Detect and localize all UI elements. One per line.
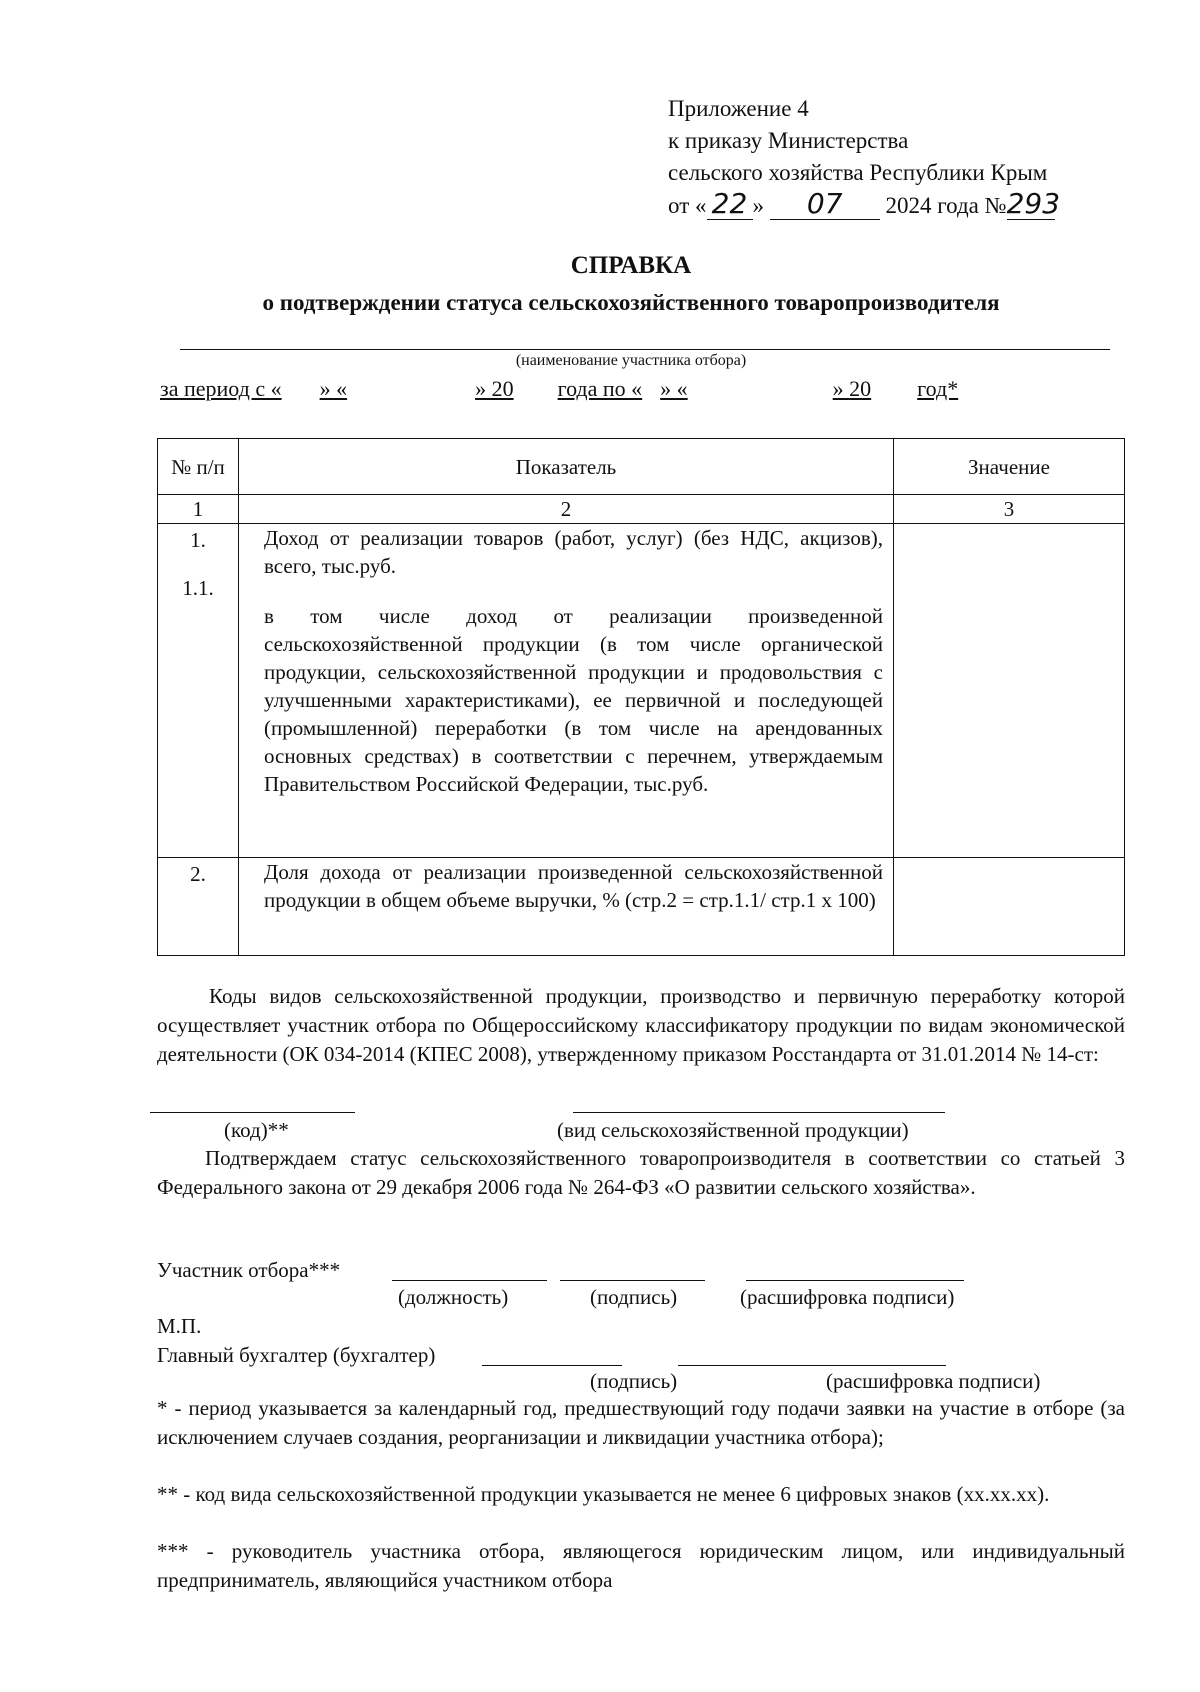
appendix-line-3: сельского хозяйства Республики Крым bbox=[668, 160, 1048, 185]
footnote-3: *** - руководитель участника отбора, являющегося юридическим лицом, или индивидуальный предприниматель, являющийся участником отбора bbox=[157, 1539, 1125, 1592]
position-line bbox=[392, 1280, 547, 1281]
header-num bbox=[158, 439, 239, 495]
appendix-date-line bbox=[668, 187, 1061, 222]
row-2-text bbox=[239, 858, 894, 956]
period-q4: » 20 bbox=[832, 376, 872, 401]
colnum-2: 2 bbox=[239, 495, 894, 524]
code-line bbox=[150, 1112, 355, 1113]
participant-label: Участник отбора*** bbox=[157, 1258, 341, 1282]
date-day-close: » bbox=[752, 193, 764, 218]
accountant-signature-line bbox=[482, 1365, 622, 1366]
period-q1: » « bbox=[319, 376, 348, 401]
date-prefix: от « bbox=[668, 193, 707, 218]
period-q2: » 20 bbox=[475, 376, 514, 401]
row-1-text-1: Доход от реализации товаров (работ, услуг) (без НДС, акцизов), всего, тыс.руб. bbox=[264, 526, 883, 578]
header-value: Значение bbox=[894, 439, 1125, 495]
decode-caption: (расшифровка подписи) bbox=[740, 1285, 955, 1309]
document-subtitle: о подтверждении статуса сельскохозяйственного товаропроизводителя bbox=[262, 290, 1000, 315]
colnum-3: 3 bbox=[894, 495, 1125, 524]
table-header-row bbox=[158, 439, 1125, 495]
row-1-text-2: в том числе доход от реализации произведенной сельскохозяйственной продукции (в том числе органической продукции, сельскохозяйственной продукции и продовольствия с улучшенными характеристиками), ее первичной и последующей (промышленной) переработки (в том числе на арендованных основных средствах) в соответствии с перечнем, утверждаемым Правительством Российской Федерации, тыс.руб. bbox=[264, 604, 883, 796]
period-suffix: год* bbox=[917, 376, 959, 401]
appendix-line-1: Приложение 4 bbox=[668, 96, 809, 121]
date-year: 2024 года № bbox=[885, 193, 1007, 218]
document-title: СПРАВКА bbox=[570, 252, 692, 279]
row-1-num bbox=[158, 524, 239, 858]
position-caption: (должность) bbox=[398, 1285, 509, 1309]
stamp-label: М.П. bbox=[157, 1314, 202, 1338]
period-q3: » « bbox=[660, 376, 688, 401]
kind-caption: (вид сельскохозяйственной продукции) bbox=[557, 1118, 909, 1142]
header-indicator: Показатель bbox=[239, 439, 894, 495]
header-num-label: № п/п bbox=[171, 454, 225, 479]
period-line bbox=[160, 375, 958, 403]
table-colnum-row bbox=[158, 495, 1125, 524]
row-1-text bbox=[239, 524, 894, 858]
table-row bbox=[158, 524, 1125, 858]
kind-line bbox=[573, 1112, 945, 1113]
footnote-1: * - период указывается за календарный год, предшествующий году подачи заявки на участие в отборе (за исключением случаев создания, реорганизации и ликвидации участника отбора); bbox=[157, 1396, 1125, 1449]
signature-line bbox=[560, 1280, 705, 1281]
period-middle: года по « bbox=[557, 376, 643, 401]
participant-name-line bbox=[180, 349, 1110, 350]
row-2-text-1: Доля дохода от реализации произведенной сельскохозяйственной продукции в общем объеме выручки, % (стр.2 = стр.1.1/ стр.1 х 100) bbox=[264, 860, 883, 912]
date-day: 22 bbox=[707, 189, 753, 220]
accountant-decode-line bbox=[678, 1365, 946, 1366]
footnote-2: ** - код вида сельскохозяйственной продукции указывается не менее 6 цифровых знаков (хх.хх.хх). bbox=[157, 1482, 1050, 1506]
colnum-1: 1 bbox=[158, 495, 239, 524]
row-2-num: 2. bbox=[158, 858, 239, 956]
decode-line bbox=[746, 1280, 964, 1281]
table-row bbox=[158, 858, 1125, 956]
appendix-header bbox=[668, 93, 1061, 222]
row-1-num-sub: 1.1. bbox=[182, 576, 214, 600]
signature-caption: (подпись) bbox=[590, 1285, 678, 1309]
row-1-num-main: 1. bbox=[190, 528, 206, 552]
accountant-decode-caption: (расшифровка подписи) bbox=[826, 1369, 1041, 1393]
accountant-label: Главный бухгалтер (бухгалтер) bbox=[157, 1343, 436, 1367]
confirm-paragraph: Подтверждаем статус сельскохозяйственного товаропроизводителя в соответствии со статьей 3 Федерального закона от 29 декабря 2006 года № 264-ФЗ «О развитии сельского хозяйства». bbox=[157, 1146, 1125, 1199]
appendix-line-2: к приказу Министерства bbox=[668, 128, 909, 153]
indicators-table bbox=[157, 438, 1125, 956]
row-1-value bbox=[894, 524, 1125, 858]
period-prefix: за период с « bbox=[160, 376, 282, 401]
code-caption: (код)** bbox=[224, 1118, 289, 1142]
row-2-value bbox=[894, 858, 1125, 956]
codes-paragraph: Коды видов сельскохозяйственной продукции, производство и первичную переработку которой осуществляет участник отбора по Общероссийскому классификатору продукции по видам экономической деятельности (ОК 034-2014 (КПЕС 2008), утвержденному приказом Росстандарта от 31.01.2014 № 14-ст: bbox=[157, 984, 1125, 1066]
date-month: 07 bbox=[770, 189, 880, 220]
accountant-signature-caption: (подпись) bbox=[590, 1369, 678, 1393]
participant-caption: (наименование участника отбора) bbox=[515, 352, 747, 369]
order-number: 293 bbox=[1006, 187, 1061, 220]
